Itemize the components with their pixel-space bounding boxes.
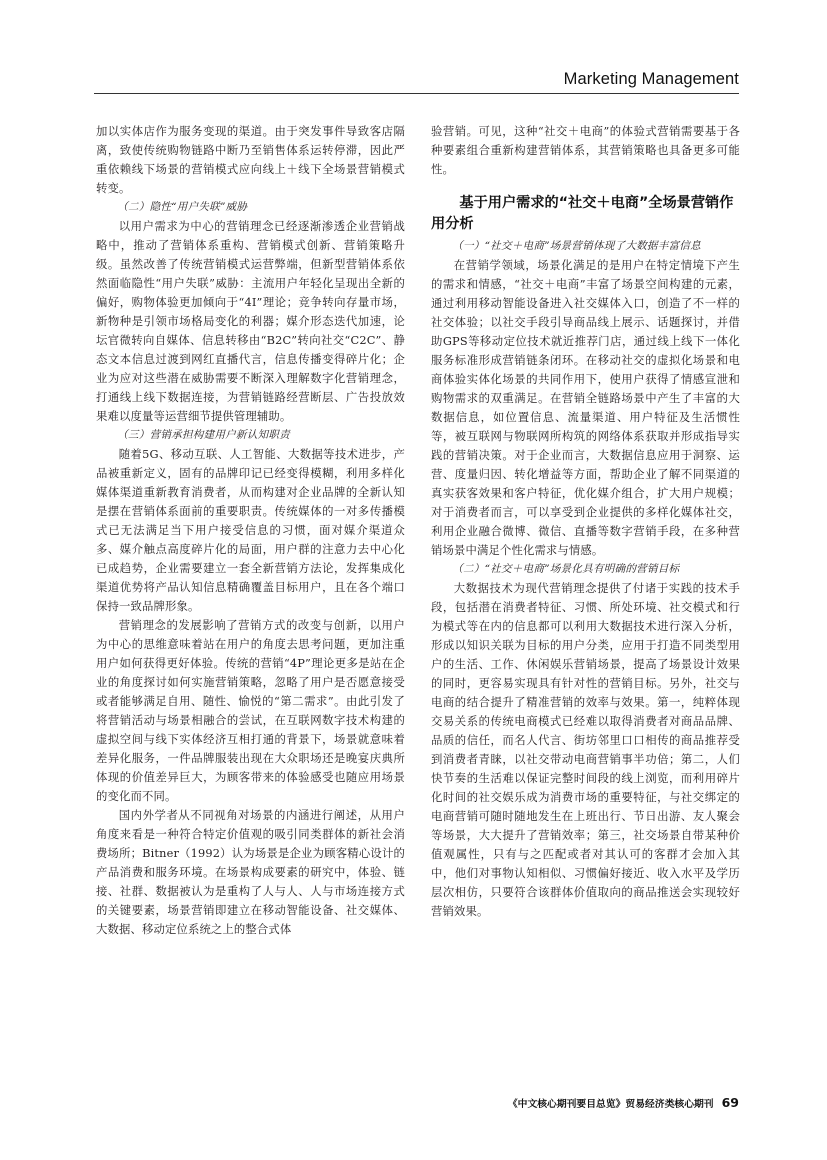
subheading-implicit-user-loss: （二）隐性“用户失联”威胁 <box>117 201 248 213</box>
section-heading: 基于用户需求的“社交＋电商”全场景营销作用分析 <box>431 195 734 232</box>
page-footer <box>508 1095 739 1110</box>
paragraph: 以用户需求为中心的营销理念已经逐渐渗透企业营销战略中，推动了营销体系重构、营销模式创新、营销策略升级。虽然改善了传统营销模式运营弊端，但新型营销体系依然面临隐性“用户失联”威胁：主流用户年轻化呈现出全新的偏好，购物体验更加倾向于“4I”理论；竞争转向存量市场，新物种是引领市场格局变化的利器；媒介形态迭代加速，论坛官微转向自媒体、信息转移由“B2C”转向社交“C2C”、静态文本信息过渡到网红直播代言，信息传播变得碎片化；企业为应对这些潜在威胁需要不断深入理解数字化营销理念，打通线上线下数据连接，为营销链路经营断层、广告投放效果难以度量等运营细节提供管理辅助。 <box>96 219 405 423</box>
paragraph: 随着5G、移动互联、人工智能、大数据等技术进步，产品被重新定义，固有的品牌印记已经变得模糊，利用多样化媒体渠道重新教育消费者，从而构建对企业品牌的全新认知是摆在营销体系面前的重要职责。传统媒体的一对多传播模式已无法满足当下用户接受信息的习惯，面对媒介渠道众多、媒介触点高度碎片化的局面，用户群的注意力去中心化已成趋势，企业需要建立一套全新营销方法论，发挥集成化渠道优势将产品认知信息精确覆盖目标用户，且在各个端口保持一致品牌形象。 <box>96 447 405 613</box>
paragraph: 营销理念的发展影响了营销方式的改变与创新，以用户为中心的思维意味着站在用户的角度去思考问题，更加注重用户如何获得更好体验。传统的营销“4P”理论更多是站在企业的角度探讨如何实施营销策略，忽略了用户是否愿意接受或者能够满足自用、随性、愉悦的“第二需求”。由此引发了将营销活动与场景相融合的尝试，在互联网数字技术构建的虚拟空间与线下实体经济互相打通的背景下，场景就意味着差异化服务，一件品牌服装出现在大众职场还是晚宴庆典所体现的价值差异巨大，为顾客带来的体验感受也随应用场景的变化而不同。 <box>96 618 405 803</box>
header-rule <box>94 93 739 94</box>
paragraph: 加以实体店作为服务变现的渠道。由于突发事件导致客店隔离，致使传统购物链路中断乃至销售体系运转停滞，因此严重依赖线下场景的营销模式应向线上＋线下全场景营销模式转变。 <box>96 124 405 195</box>
subheading-new-cognition: （三）营销承担构建用户新认知职责 <box>117 429 290 441</box>
paragraph: 在营销学领域，场景化满足的是用户在特定情境下产生的需求和情感，“社交＋电商”丰富了场景空间构建的元素，通过利用移动智能设备进入社交媒体入口，创造了不一样的社交体验；以社交手段引导商品线上展示、话题探讨，并借助GPS等移动定位技术就近推荐门店，通过线上线下一体化服务标准形成营销链条闭环。在移动社交的虚拟化场景和电商体验实体化场景的共同作用下，使用户获得了情感宣泄和购物需求的双重满足。在营销全链路场景中产生了丰富的大数据信息，如位置信息、流量渠道、用户特征及生活惯性等，被互联网与物联网所构筑的网络体系获取并形成指导实践的营销决策。对于企业而言，大数据信息应用于洞察、运营、度量归因、转化增益等方面，帮助企业了解不同渠道的真实获客效果和客户特征，优化媒介组合，扩大用户规模；对于消费者而言，可以享受到企业提供的多样化媒体社交，利用企业融合微博、微信、直播等数字营销手段，在多种营销场景中满足个性化需求与情感。 <box>431 258 740 557</box>
subheading-marketing-goals: （二）“社交＋电商”场景化具有明确的营销目标 <box>452 563 680 575</box>
paragraph: 大数据技术为现代营销理念提供了付诸于实践的技术手段，包括潜在消费者特征、习惯、所处环境、社交模式和行为模式等在内的信息都可以利用大数据技术进行深入分析，形成以知识关联为目标的用户分类，应用于打造不同类型用户的生活、工作、休闲娱乐营销场景，提高了场景设计效果的同时，更容易实现具有针对性的营销目标。另外，社交与电商的结合提升了精准营销的效率与效果。第一，纯粹体现交易关系的传统电商模式已经难以取得消费者对商品品牌、品质的信任，而名人代言、街坊邻里口口相传的商品推荐受到消费者青睐，以社交带动电商营销事半功倍；第二，人们快节奏的生活难以保证完整时间段的线上浏览，而利用碎片化时间的社交娱乐成为消费市场的重要特征，与社交绑定的电商营销可随时随地发生在上班出行、节日出游、友人聚会等场景，大大提升了营销效率；第三，社交场景自带某种价值观属性，只有与之匹配或者对其认可的客群才会加入其中，他们对事物认知相似、习惯偏好接近、收入水平及学历层次相仿，只要符合该群体价值取向的商品推送会实现较好营销效果。 <box>431 581 740 918</box>
subheading-big-data: （一）“社交＋电商”场景营销体现了大数据丰富信息 <box>452 240 701 252</box>
right-column <box>431 122 740 921</box>
journal-name: 《中文核心期刊要目总览》贸易经济类核心期刊 <box>507 1099 714 1110</box>
paragraph: 验营销。可见，这种“社交＋电商”的体验式营销需要基于各种要素组合重新构建营销体系，其营销策略也具备更多可能性。 <box>431 124 740 176</box>
left-column <box>96 122 405 939</box>
page-number: 69 <box>721 1095 739 1110</box>
running-header-title: Marketing Management <box>563 70 739 88</box>
paragraph: 国内外学者从不同视角对场景的内涵进行阐述，从用户角度来看是一种符合特定价值观的吸引同类群体的新社会消费场所；Bitner（1992）认为场景是企业为顾客精心设计的产品消费和服务环境。在场景构成要素的研究中，体验、链接、社群、数据被认为是重构了人与人、人与市场连接方式的关键要素，场景营销即建立在移动智能设备、社交媒体、大数据、移动定位系统之上的整合式体 <box>96 808 405 936</box>
